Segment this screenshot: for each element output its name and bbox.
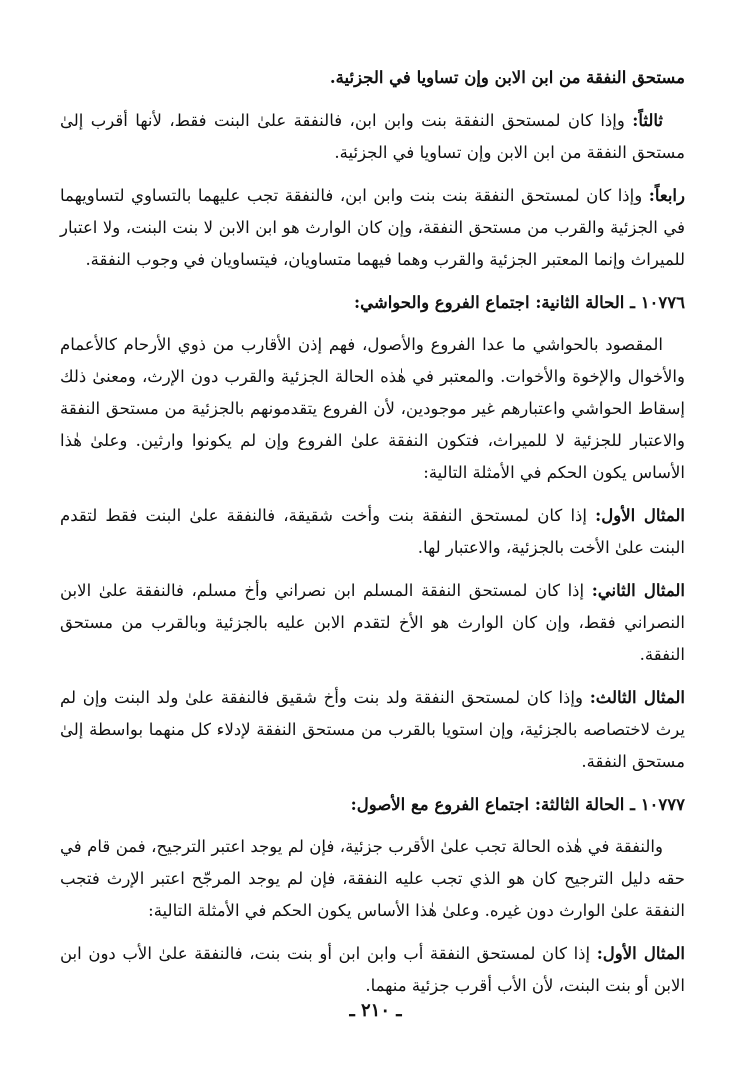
- page-number: ـ ٢١٠ ـ: [349, 1000, 402, 1021]
- section-heading-second-case: ١٠٧٧٦ ـ الحالة الثانية: اجتماع الفروع والحواشي:: [354, 293, 685, 312]
- paragraph-example-2: [60, 575, 685, 671]
- paragraph-lead: المثال الثاني:: [591, 581, 685, 600]
- paragraph-continuation: [60, 62, 685, 94]
- paragraph-text: وإذا كان لمستحق النفقة بنت وابن ابن، فالنفقة علىٰ البنت فقط، لأنها أقرب إلىٰ مستحق النفقة من ابن الابن وإن تساويا في الجزئية.: [60, 111, 685, 162]
- paragraph-text: والنفقة في هٰذه الحالة تجب علىٰ الأقرب جزئية، فإن لم يوجد اعتبر الترجيح، فمن قام في حقه دليل الترجيح كان هو الذي تجب عليه النفقة، فإن لم يوجد المرجّح اعتبر الإرث فتجب النفقة علىٰ الوارث دون غيره. وعلىٰ هٰذا الأساس يكون الحكم في الأمثلة التالية:: [60, 837, 685, 920]
- paragraph-lead: المثال الأول:: [596, 944, 686, 963]
- paragraph-example-3: [60, 682, 685, 778]
- paragraph-hawashi: [60, 329, 685, 489]
- paragraph-usool: [60, 831, 685, 927]
- paragraph-example-1: [60, 500, 685, 564]
- paragraph-lead: المثال الأول:: [595, 506, 685, 525]
- paragraph-text: وإذا كان لمستحق النفقة بنت بنت وابن ابن، فالنفقة تجب عليهما بالتساوي لتساويهما في الجزئية والقرب من مستحق النفقة، وإن كان الوارث هو ابن الابن لا بنت البنت، ولا اعتبار للميراث وإنما المعتبر الجزئية والقرب وهما فيهما متساويان، فيتساويان في وجوب النفقة.: [60, 186, 685, 269]
- paragraph-text: إذا كان لمستحق النفقة المسلم ابن نصراني وأخ مسلم، فالنفقة علىٰ الابن النصراني فقط، وإن كان الوارث هو الأخ لتقدم الابن عليه بالجزئية وبالقرب من مستحق النفقة.: [60, 581, 685, 664]
- paragraph-text: إذا كان لمستحق النفقة أب وابن ابن أو بنت بنت، فالنفقة علىٰ الأب دون ابن الابن أو بنت البنت، لأن الأب أقرب جزئية منهما.: [60, 944, 685, 995]
- paragraph-third-case: [60, 105, 685, 169]
- paragraph-lead: رابعاً:: [648, 186, 685, 205]
- paragraph-text: وإذا كان لمستحق النفقة ولد بنت وأخ شقيق فالنفقة علىٰ ولد البنت وإن لم يرث لاختصاصه بالجزئية، وإن استويا بالقرب من مستحق النفقة لإدلاء كل منهما بواسطة إلىٰ مستحق النفقة.: [60, 688, 685, 771]
- page-body: [60, 62, 685, 1013]
- paragraph-lead: المثال الثالث:: [589, 688, 686, 707]
- paragraph-text: المقصود بالحواشي ما عدا الفروع والأصول، فهم إذن الأقارب من ذوي الأرحام كالأعمام والأخوال والإخوة والأخوات. والمعتبر في هٰذه الحالة الجزئية والقرب دون الإرث، ومعنىٰ ذلك إسقاط الحواشي واعتبارهم غير موجودين، لأن الفروع يتقدمونهم بالجزئية من مستحق النفقة والاعتبار للجزئية لا للميراث، فتكون النفقة علىٰ الفروع وإن لم يكونوا وارثين. وعلىٰ هٰذا الأساس يكون الحكم في الأمثلة التالية:: [60, 335, 685, 482]
- section-heading-third-case: ١٠٧٧٧ ـ الحالة الثالثة: اجتماع الفروع مع الأصول:: [350, 795, 685, 814]
- paragraph-example-4: [60, 938, 685, 1002]
- paragraph-text: مستحق النفقة من ابن الابن وإن تساويا في الجزئية.: [329, 68, 685, 87]
- paragraph-fourth-case: [60, 180, 685, 276]
- paragraph-text: إذا كان لمستحق النفقة بنت وأخت شقيقة، فالنفقة علىٰ البنت فقط لتقدم البنت علىٰ الأخت بالجزئية، والاعتبار لها.: [60, 506, 685, 557]
- paragraph-lead: ثالثاً:: [632, 111, 663, 130]
